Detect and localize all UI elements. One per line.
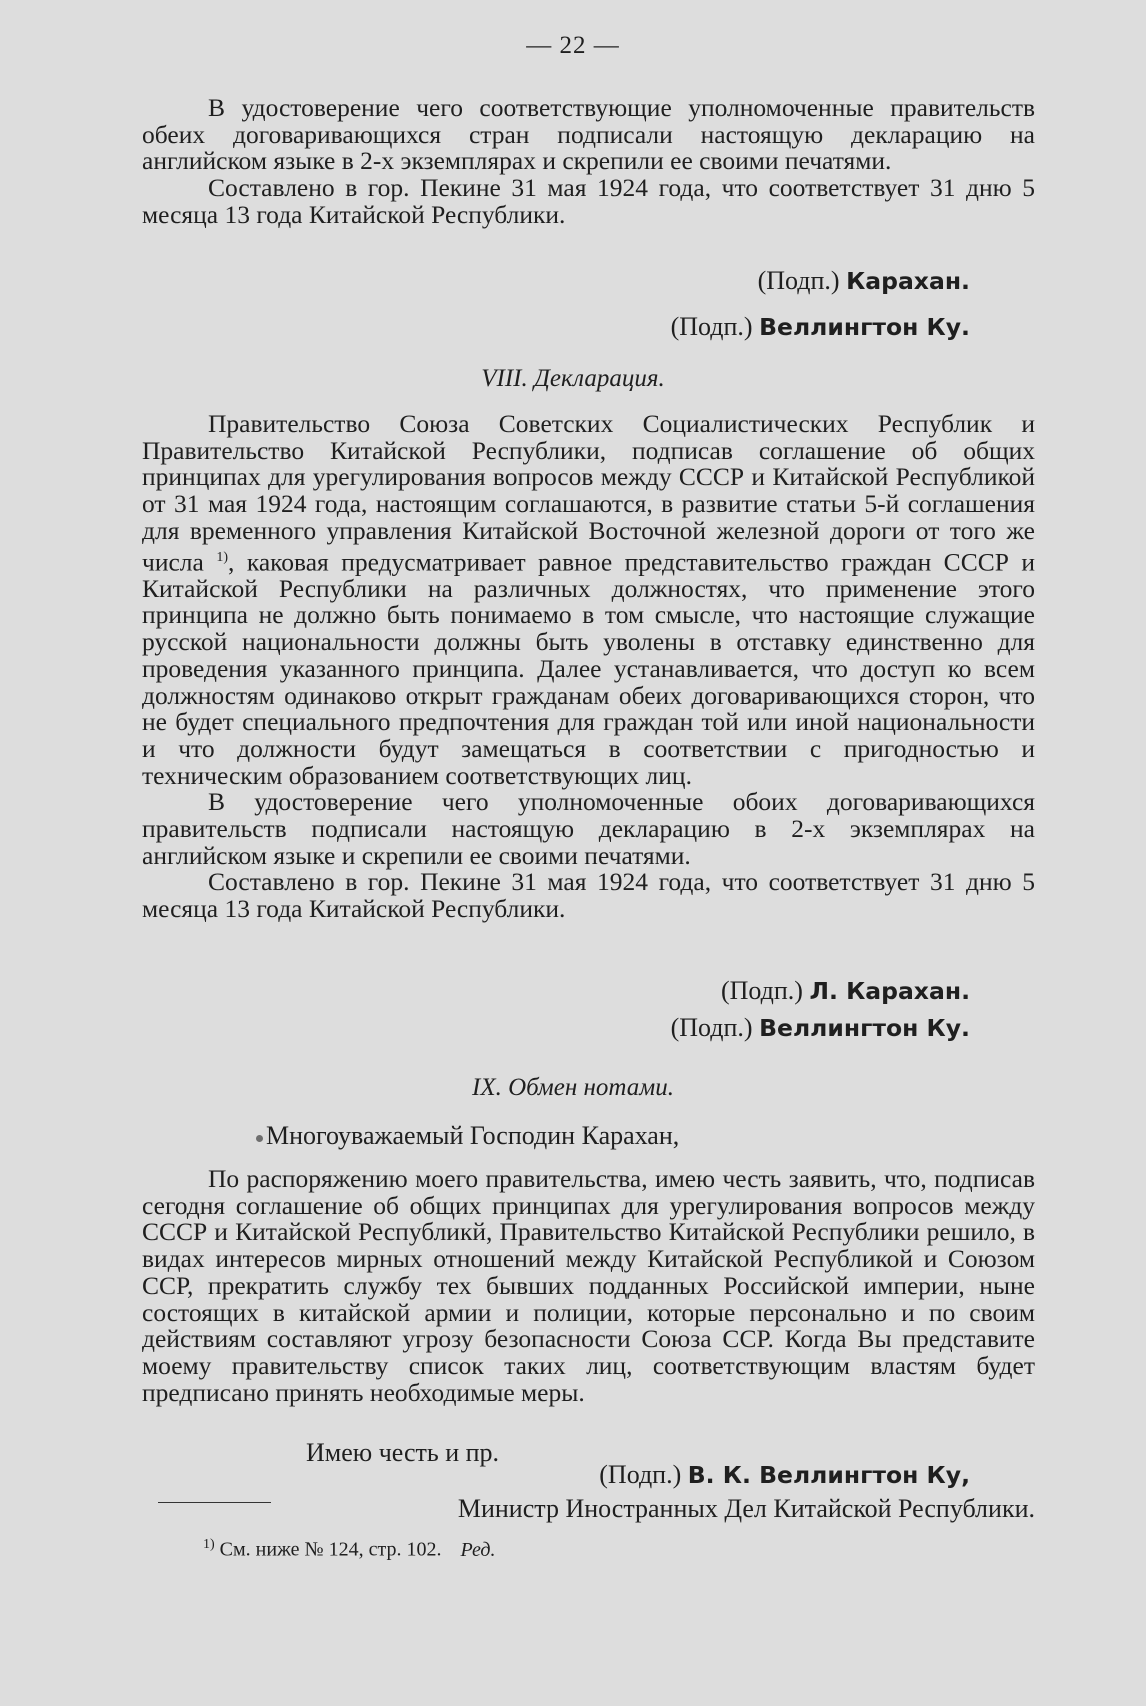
signature-line: [0, 1013, 970, 1043]
paragraph: Составлено в гор. Пекине 31 мая 1924 года, что соответствует 31 дню 5 месяца 13 года Китайской Республики.: [142, 173, 1035, 229]
signature-label: (Подп.): [670, 1013, 753, 1042]
section-heading: VIII. Декларация.: [481, 365, 665, 392]
signature-label: (Подп.): [599, 1460, 682, 1489]
signatory-name: Веллингтон Ку.: [759, 1014, 970, 1042]
signature-line: [0, 976, 970, 1006]
signature-line: [0, 312, 970, 342]
previous-section-closing: [142, 95, 1035, 229]
paragraph-text: Правительство Союза Советских Социалистических Республик и Правительство Китайской Республики, подписав соглашение об общих принципах для урегулирования вопросов между СССР и Китайской Республикой от 31 мая 1924 года, настоящим соглашаются, в развитие статьи 5-й соглашения для временного управления Китайской Восточной железной дороги от того же числа: [142, 409, 1035, 577]
paragraph: По распоряжению моего правительства, имею честь заявить, что, подписав сегодня соглашение об общих принципах для урегулирования вопросов между СССР и Китайской Республикй, Правительство Китайской Республики решило, в видах интересов мирных отношений между Китайской Республикой и Союзом ССР, прекратить службу тех бывших подданных Российской империи, ныне состоящих в китайской армии и полиции, которые персонально и по своим действиям составляют угрозу безопасности Союза ССР. Когда Вы представите моему правительству список таких лиц, соответствующим властям будет предписано принять необходимые меры.: [142, 1164, 1035, 1407]
paragraph: В удостоверение чего уполномоченные обоих договаривающихся правительств подписали настоящую декларацию в 2-х экземплярах на английском языке и скрепили ее своими печатями.: [142, 787, 1035, 870]
salutation: [256, 1121, 679, 1151]
signature-line: [0, 1460, 970, 1490]
signature-label: (Подп.): [720, 976, 803, 1005]
paragraph: В удостоверение чего соответствующие уполномоченные правительств обеих договаривающихся стран подписали настоящую декларацию на английском языке в 2-х экземплярах и скрепили ее своими печатями.: [142, 93, 1035, 176]
signature-label: (Подп.): [757, 266, 840, 295]
paragraph: Составлено в гор. Пекине 31 мая 1924 года, что соответствует 31 дню 5 месяца 13 года Китайской Республики.: [142, 867, 1035, 924]
salutation-text: Многоуважаемый Господин Карахан,: [266, 1121, 680, 1150]
editor-mark: Ред.: [460, 1538, 496, 1561]
signatory-name: Веллингтон Ку.: [759, 313, 970, 341]
footnote-divider: [158, 1502, 271, 1503]
signature-label: (Подп.): [670, 312, 753, 341]
bullet-dot-icon: [256, 1135, 263, 1142]
signer-title: Министр Иностранных Дел Китайской Республики.: [457, 1494, 1035, 1523]
paragraph-text: , каковая предусматривает равное представительство граждан СССР и Китайской Республики на различных должностях, что применение этого принципа не должно быть понимаемо в том смысле, что настоящие служащие русской национальности должны быть уволены в отставку единственно для проведения указанного принципа. Далее устанавливается, что доступ ко всем должностям одинаково открыт гражданам обеих договаривающихся сторон, что не будет специального предпочтения для граждан той или иной национальности и что должности будут замещаться в соответствии с пригодностью и техническим образованием соответствующих лиц.: [142, 547, 1036, 790]
footnote-marker: 1): [203, 1537, 215, 1552]
footnote-text: См. ниже № 124, стр. 102.: [219, 1538, 442, 1561]
paragraph: [142, 411, 1035, 789]
signatory-name: Карахан.: [846, 267, 970, 295]
declaration-body: [142, 411, 1035, 923]
signature-line: [0, 266, 970, 296]
footnote-reference: 1): [216, 549, 228, 565]
section-heading: IX. Обмен нотами.: [472, 1074, 674, 1101]
footnote: [203, 1537, 495, 1562]
signatory-name: В. К. Веллингтон Ку,: [687, 1461, 970, 1489]
page-number: — 22 —: [526, 32, 620, 59]
closing-formula: Имею честь и пр.: [306, 1438, 500, 1467]
signatory-name: Л. Карахан.: [809, 977, 970, 1005]
note-body: [142, 1166, 1035, 1406]
